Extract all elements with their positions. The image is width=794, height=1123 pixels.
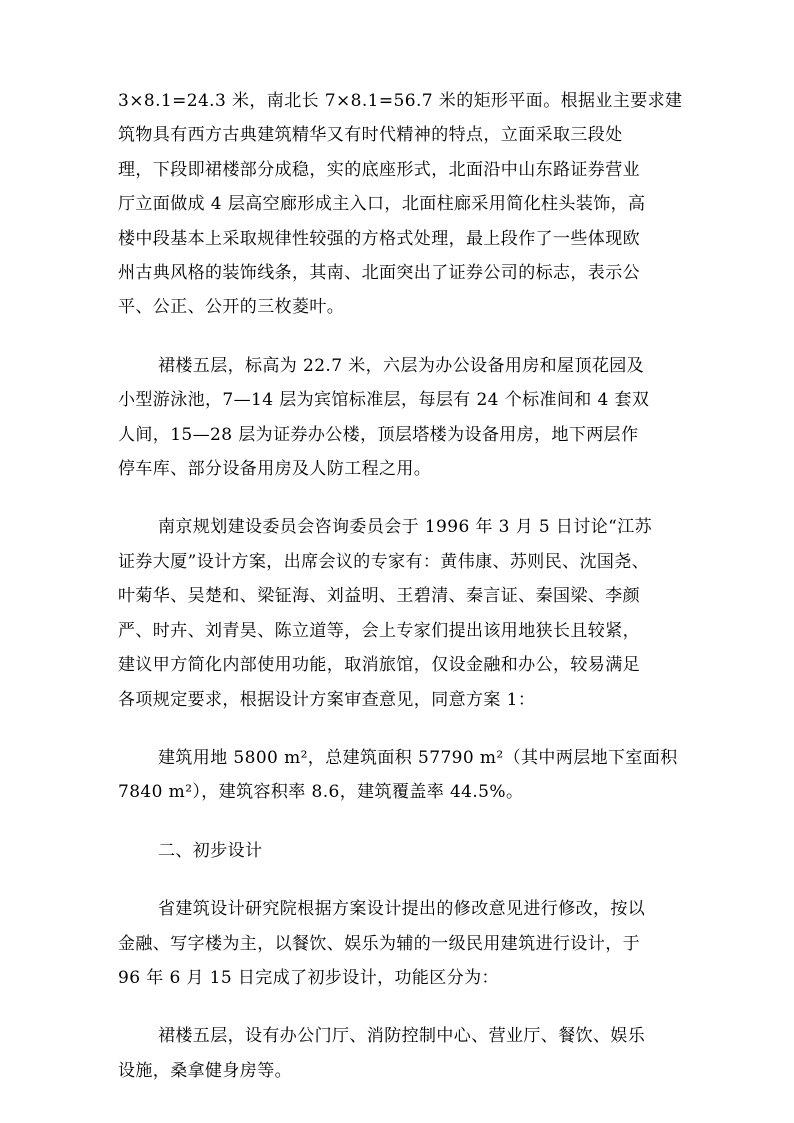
section-heading xyxy=(118,834,678,868)
text-line: 建议甲方简化内部使用功能，取消旅馆，仅设金融和办公，较易满足 xyxy=(118,655,640,676)
text-line: 停车库、部分设备用房及人防工程之用。 xyxy=(118,459,432,480)
document-page xyxy=(118,84,683,1112)
text-line: 州古典风格的装饰线条，其南、北面突出了证券公司的标志，表示公 xyxy=(118,263,640,284)
text-line: 设施，桑拿健身房等。 xyxy=(118,1060,292,1081)
text-line: 厅立面做成 4 层高空廊形成主入口，北面柱廊采用简化柱头装饰，高 xyxy=(118,194,646,215)
paragraph-area-figures xyxy=(118,741,678,810)
text-line: 理，下段即裙楼部分成稳，实的底座形式，北面沿中山东路证券营业 xyxy=(118,159,640,180)
text-line: 7840 m²），建筑容积率 8.6，建筑覆盖率 44.5%。 xyxy=(118,782,524,803)
paragraph-preliminary-design xyxy=(118,892,678,995)
paragraph-expert-review xyxy=(118,510,678,716)
text-line: 证券大厦”设计方案，出席会议的专家有：黄伟康、苏则民、沈国尧、 xyxy=(118,551,650,572)
text-line: 建筑用地 5800 m²，总建筑面积 57790 m²（其中两层地下室面积 xyxy=(158,747,678,768)
text-line: 平、公正、公开的三枚菱叶。 xyxy=(118,297,345,318)
text-line: 叶菊华、吴楚和、梁钲海、刘益明、王碧清、秦言证、秦国梁、李颜 xyxy=(118,586,640,607)
text-line: 小型游泳池，7—14 层为宾馆标准层，每层有 24 个标准间和 4 套双 xyxy=(118,390,650,411)
text-line: 3×8.1=24.3 米，南北长 7×8.1=56.7 米的矩形平面。根据业主要求建 xyxy=(118,91,683,111)
paragraph-building-plan xyxy=(118,84,683,325)
text-line: 各项规定要求，根据设计方案审查意见，同意方案 1： xyxy=(118,689,536,710)
heading-preliminary-design: 二、初步设计 xyxy=(158,840,263,861)
text-line: 96 年 6 月 15 日完成了初步设计，功能区分为： xyxy=(118,967,499,988)
text-line: 人间，15—28 层为证券办公楼，顶层塔楼为设备用房，地下两层作 xyxy=(118,424,639,445)
text-line: 南京规划建设委员会咨询委员会于 1996 年 3 月 5 日讨论“江苏 xyxy=(158,517,653,538)
paragraph-podium-floors xyxy=(118,349,678,487)
text-line: 省建筑设计研究院根据方案设计提出的修改意见进行修改，按以 xyxy=(158,899,646,920)
text-line: 楼中段基本上采取规律性较强的方格式处理，最上段作了一些体现欧 xyxy=(118,228,640,249)
text-line: 筑物具有西方古典建筑精华又有时代精神的特点，立面采取三段处 xyxy=(118,125,623,146)
paragraph-podium-functions xyxy=(118,1019,678,1088)
text-line: 金融、写字楼为主，以餐饮、娱乐为辅的一级民用建筑进行设计，于 xyxy=(118,933,640,954)
text-line: 裙楼五层，标高为 22.7 米，六层为办公设备用房和屋顶花园及 xyxy=(158,355,645,376)
text-line: 裙楼五层，设有办公门厅、消防控制中心、营业厅、餐饮、娱乐 xyxy=(158,1026,646,1047)
text-line: 严、时卉、刘青昊、陈立道等，会上专家们提出该用地狭长且较紧， xyxy=(118,620,640,641)
